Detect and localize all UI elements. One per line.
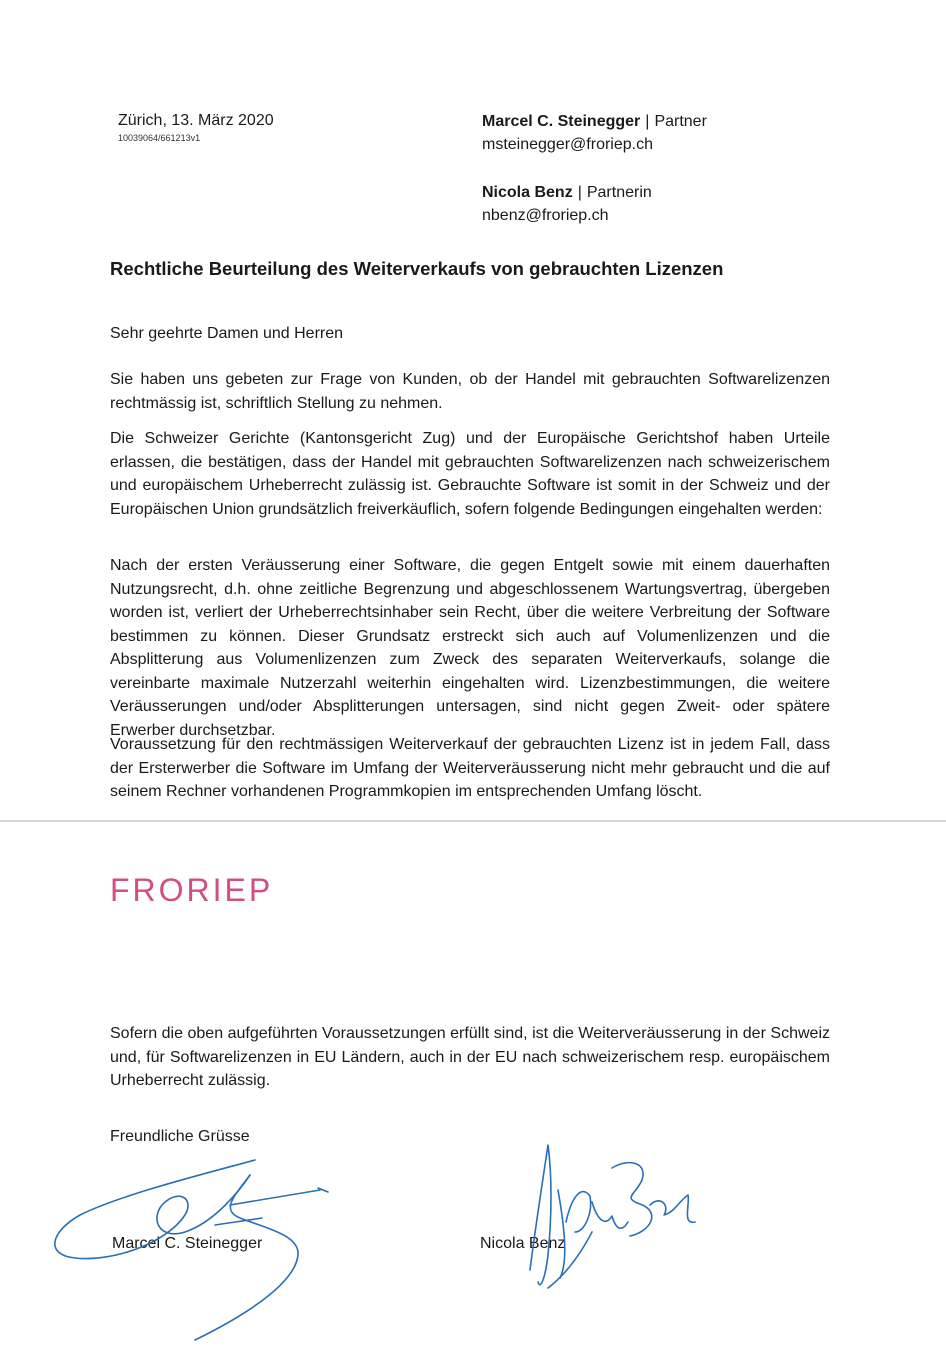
- signature-steinegger: [55, 1160, 328, 1340]
- paragraph-conditions: Nach der ersten Veräusserung einer Software, die gegen Entgelt sowie mit einem dauerhaften Nutzungsrecht, d.h. ohne zeitliche Begrenzung und abgeschlossenem Wartungsvertrag, übergeben worden ist, verliert der Urheberrechtsinhaber sein Recht, über die weitere Verbreitung der Software bestimmen zu können. Dieser Grundsatz erstreckt sich auch auf Volumenlizenzen und die Absplitterung aus Volumenlizenzen zum Zweck des separaten Weiterverkaufs, solange die vereinbarte maximale Nutzerzahl weiterhin eingehalten wird. Lizenzbestimmungen, die weitere Veräusserungen und/oder Absplitterungen untersagen, sind nicht gegen Zweit- oder spätere Erwerber durchsetzbar.: [110, 557, 830, 739]
- signer-name-benz: Nicola Benz: [480, 1235, 566, 1252]
- paragraph-request: Sie haben uns gebeten zur Frage von Kunden, ob der Handel mit gebrauchten Softwarelizenzen rechtmässig ist, schriftlich Stellung zu nehmen.: [110, 371, 830, 412]
- contact-email: msteinegger@froriep.ch: [482, 136, 653, 153]
- froriep-logo: FRORIEP: [110, 872, 274, 908]
- signature-benz: [530, 1145, 695, 1288]
- paragraph-court-rulings: Die Schweizer Gerichte (Kantonsgericht Zug) und der Europäische Gerichtshof haben Urteile erlassen, die bestätigen, dass der Handel mit gebrauchten Softwarelizenzen nach schweizerischem und europäischem Urheberrecht zulässig ist. Gebrauchte Software ist somit in der Schweiz und der Europäischen Union grundsätzlich freiverkäuflich, sofern folgende Bedingungen eingehalten werden:: [110, 430, 830, 518]
- contact-benz: Nicola Benz | Partnerin nbenz@froriep.ch: [482, 181, 652, 227]
- paragraph-conclusion: Sofern die oben aufgeführten Voraussetzungen erfüllt sind, ist die Weiterveräusserung in der Schweiz und, für Softwarelizenzen in EU Ländern, auch in der EU nach schweizerischem resp. europäischem Urheberrecht zulässig.: [110, 1025, 830, 1089]
- contact-steinegger: Marcel C. Steinegger | Partner msteinegger@froriep.ch: [482, 110, 707, 156]
- document-reference: 10039064/661213v1: [118, 133, 201, 143]
- contact-role: Partnerin: [586, 184, 652, 201]
- contact-email: nbenz@froriep.ch: [482, 207, 609, 224]
- closing: Freundliche Grüsse: [110, 1128, 250, 1145]
- contact-name: Marcel C. Steinegger: [482, 113, 641, 130]
- place-date: Zürich, 13. März 2020: [118, 112, 274, 129]
- contact-name: Nicola Benz: [482, 184, 573, 201]
- salutation: Sehr geehrte Damen und Herren: [110, 325, 344, 342]
- contact-role: Partner: [654, 113, 707, 130]
- letter-title: Rechtliche Beurteilung des Weiterverkaufs von gebrauchten Lizenzen: [110, 258, 724, 279]
- paragraph-requirement: Voraussetzung für den rechtmässigen Weiterverkauf der gebrauchten Lizenz ist in jedem Fall, dass der Ersterwerber die Software im Umfang der Weiterveräusserung nicht mehr gebraucht und die auf seinem Rechner vorhandenen Programmkopien im entsprechenden Umfang löscht.: [110, 736, 830, 800]
- signer-name-steinegger: Marcel C. Steinegger: [112, 1235, 263, 1252]
